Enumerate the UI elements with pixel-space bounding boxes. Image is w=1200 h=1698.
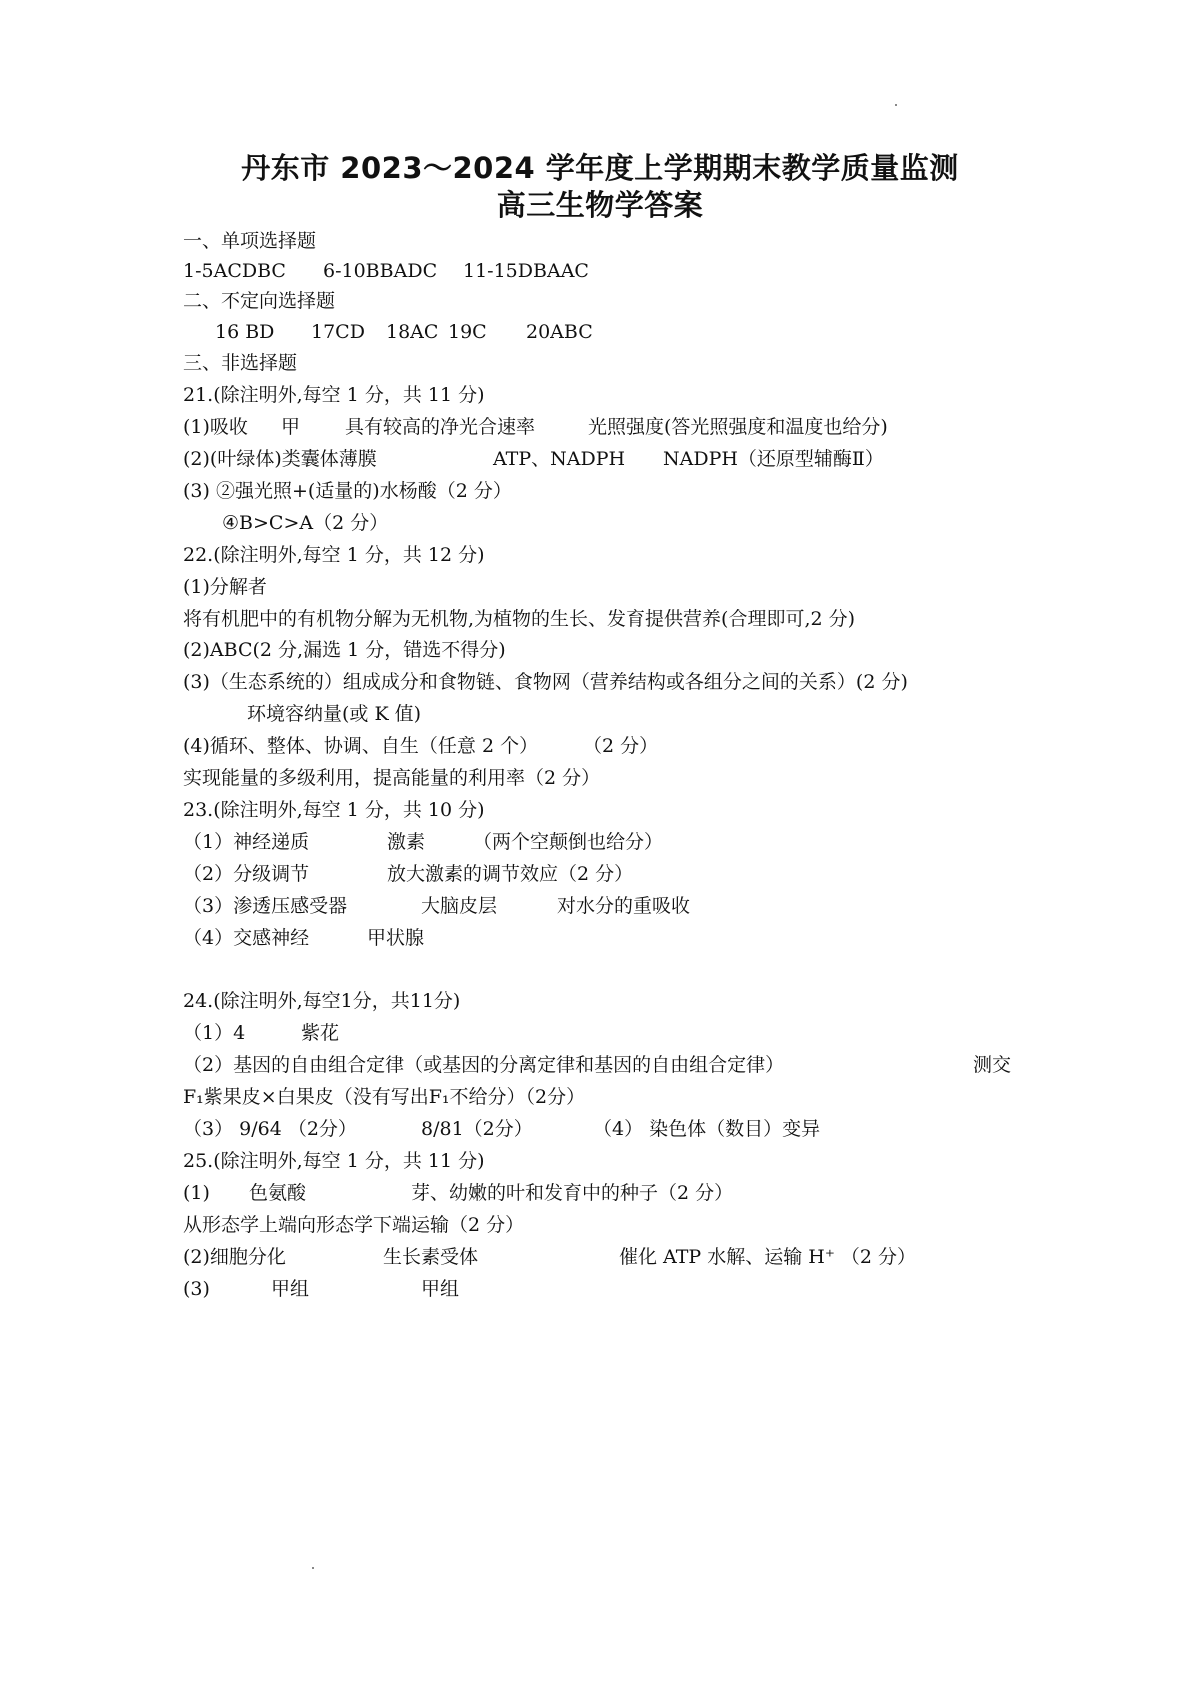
q22-part3-a: (3)（生态系统的）组成成分和食物链、食物网（营养结构或各组分之间的关系）(2 分): [183, 671, 908, 693]
answer-16: 16 BD: [215, 321, 275, 343]
q22-part1-a: (1)分解者: [183, 576, 267, 598]
q21-p1-answer-a: 甲: [281, 416, 301, 438]
answer-19: 19C: [448, 321, 487, 343]
page-title: 丹东市 2023～2024 学年度上学期期末教学质量监测: [241, 151, 959, 185]
q21-p2-answer-c: NADPH（还原型辅酶Ⅱ）: [663, 448, 884, 470]
q23-p2-answer-b: 放大激素的调节效应（2 分）: [387, 863, 634, 885]
q21-part3-b: ④B>C>A（2 分）: [222, 512, 389, 534]
section-heading-non-choice: 三、非选择题: [183, 352, 298, 374]
section-heading-multi-choice: 二、不定向选择题: [183, 290, 336, 312]
answer-18: 18AC: [386, 321, 439, 343]
q25-p2-answer-a: (2)细胞分化: [183, 1246, 286, 1268]
q23-p4-answer-a: （4）交感神经: [183, 927, 310, 949]
scan-speck: [312, 1567, 314, 1569]
q25-p3-answer-b: 甲组: [421, 1278, 460, 1300]
answer-6-10: 6-10BBADC: [323, 260, 438, 282]
q25-p1-answer-a: 色氨酸: [249, 1182, 307, 1204]
q23-p3-answer-a: （3）渗透压感受器: [183, 895, 348, 917]
q21-part3-a: (3) ②强光照+(适量的)水杨酸（2 分）: [183, 480, 512, 502]
q22-p4-score: （2 分）: [583, 735, 659, 757]
q24-p3-answer-a: （3） 9/64 （2分）: [183, 1118, 357, 1140]
q24-p3-answer-b: 8/81（2分）: [421, 1118, 533, 1140]
q24-p1-answer-b: 紫花: [301, 1022, 340, 1044]
q24-heading: 24.(除注明外,每空1分，共11分): [183, 990, 461, 1012]
q23-p4-answer-b: 甲状腺: [367, 927, 425, 949]
q25-p1-answer-b: 芽、幼嫩的叶和发育中的种子（2 分）: [411, 1182, 734, 1204]
answer-17: 17CD: [311, 321, 365, 343]
q22-part3-b: 环境容纳量(或 K 值): [247, 703, 422, 725]
page-subtitle: 高三生物学答案: [496, 188, 704, 222]
q25-heading: 25.(除注明外,每空 1 分，共 11 分): [183, 1150, 485, 1172]
q21-p1-answer-b: 具有较高的净光合速率: [345, 416, 536, 438]
q22-heading: 22.(除注明外,每空 1 分，共 12 分): [183, 544, 485, 566]
q23-p2-answer-a: （2）分级调节: [183, 863, 310, 885]
q23-p1-answer-b: 激素: [387, 831, 426, 853]
q25-p3-answer-a: 甲组: [271, 1278, 310, 1300]
q24-p2-answer-a: （2）基因的自由组合定律（或基因的分离定律和基因的自由组合定律）: [183, 1054, 785, 1076]
q22-part4-b: 实现能量的多级利用，提高能量的利用率（2 分）: [183, 767, 601, 789]
q24-p2-answer-b: 测交: [973, 1054, 1012, 1076]
q23-p1-note: （两个空颠倒也给分）: [473, 831, 664, 853]
q25-p3-label: (3): [183, 1278, 210, 1300]
q22-p4-answer: (4)循环、整体、协调、自生（任意 2 个）: [183, 735, 539, 757]
q21-p1-answer-c: 光照强度(答光照强度和温度也给分): [588, 416, 888, 438]
q23-p3-answer-b: 大脑皮层: [421, 895, 498, 917]
q22-part2: (2)ABC(2 分,漏选 1 分，错选不得分): [183, 639, 506, 661]
q21-p2-answer-b: ATP、NADPH: [493, 448, 626, 470]
q24-p4-answer: （4） 染色体（数目）变异: [593, 1118, 821, 1140]
q21-heading: 21.(除注明外,每空 1 分，共 11 分): [183, 384, 485, 406]
q25-p2-answer-c: 催化 ATP 水解、运输 H⁺ （2 分）: [619, 1246, 917, 1268]
q24-p1-answer-a: （1）4: [183, 1022, 246, 1044]
q23-p3-answer-c: 对水分的重吸收: [557, 895, 691, 917]
q25-part1-d: 从形态学上端向形态学下端运输（2 分）: [183, 1214, 525, 1236]
answer-11-15: 11-15DBAAC: [463, 260, 589, 282]
q25-p1-label: (1): [183, 1182, 210, 1204]
section-heading-single-choice: 一、单项选择题: [183, 230, 317, 252]
scan-speck: [895, 104, 897, 106]
q23-p1-answer-a: （1）神经递质: [183, 831, 310, 853]
q22-part1-b: 将有机肥中的有机物分解为无机物,为植物的生长、发育提供营养(合理即可,2 分): [183, 608, 856, 630]
q25-p2-answer-b: 生长素受体: [383, 1246, 479, 1268]
q23-heading: 23.(除注明外,每空 1 分，共 10 分): [183, 799, 485, 821]
answer-1-5: 1-5ACDBC: [183, 260, 286, 282]
q21-p2-answer-a: (2)(叶绿体)类囊体薄膜: [183, 448, 377, 470]
answer-20: 20ABC: [526, 321, 593, 343]
q21-p1-label: (1)吸收: [183, 416, 248, 438]
q24-part2-c: F₁紫果皮×白果皮（没有写出F₁不给分）（2分）: [183, 1086, 586, 1108]
